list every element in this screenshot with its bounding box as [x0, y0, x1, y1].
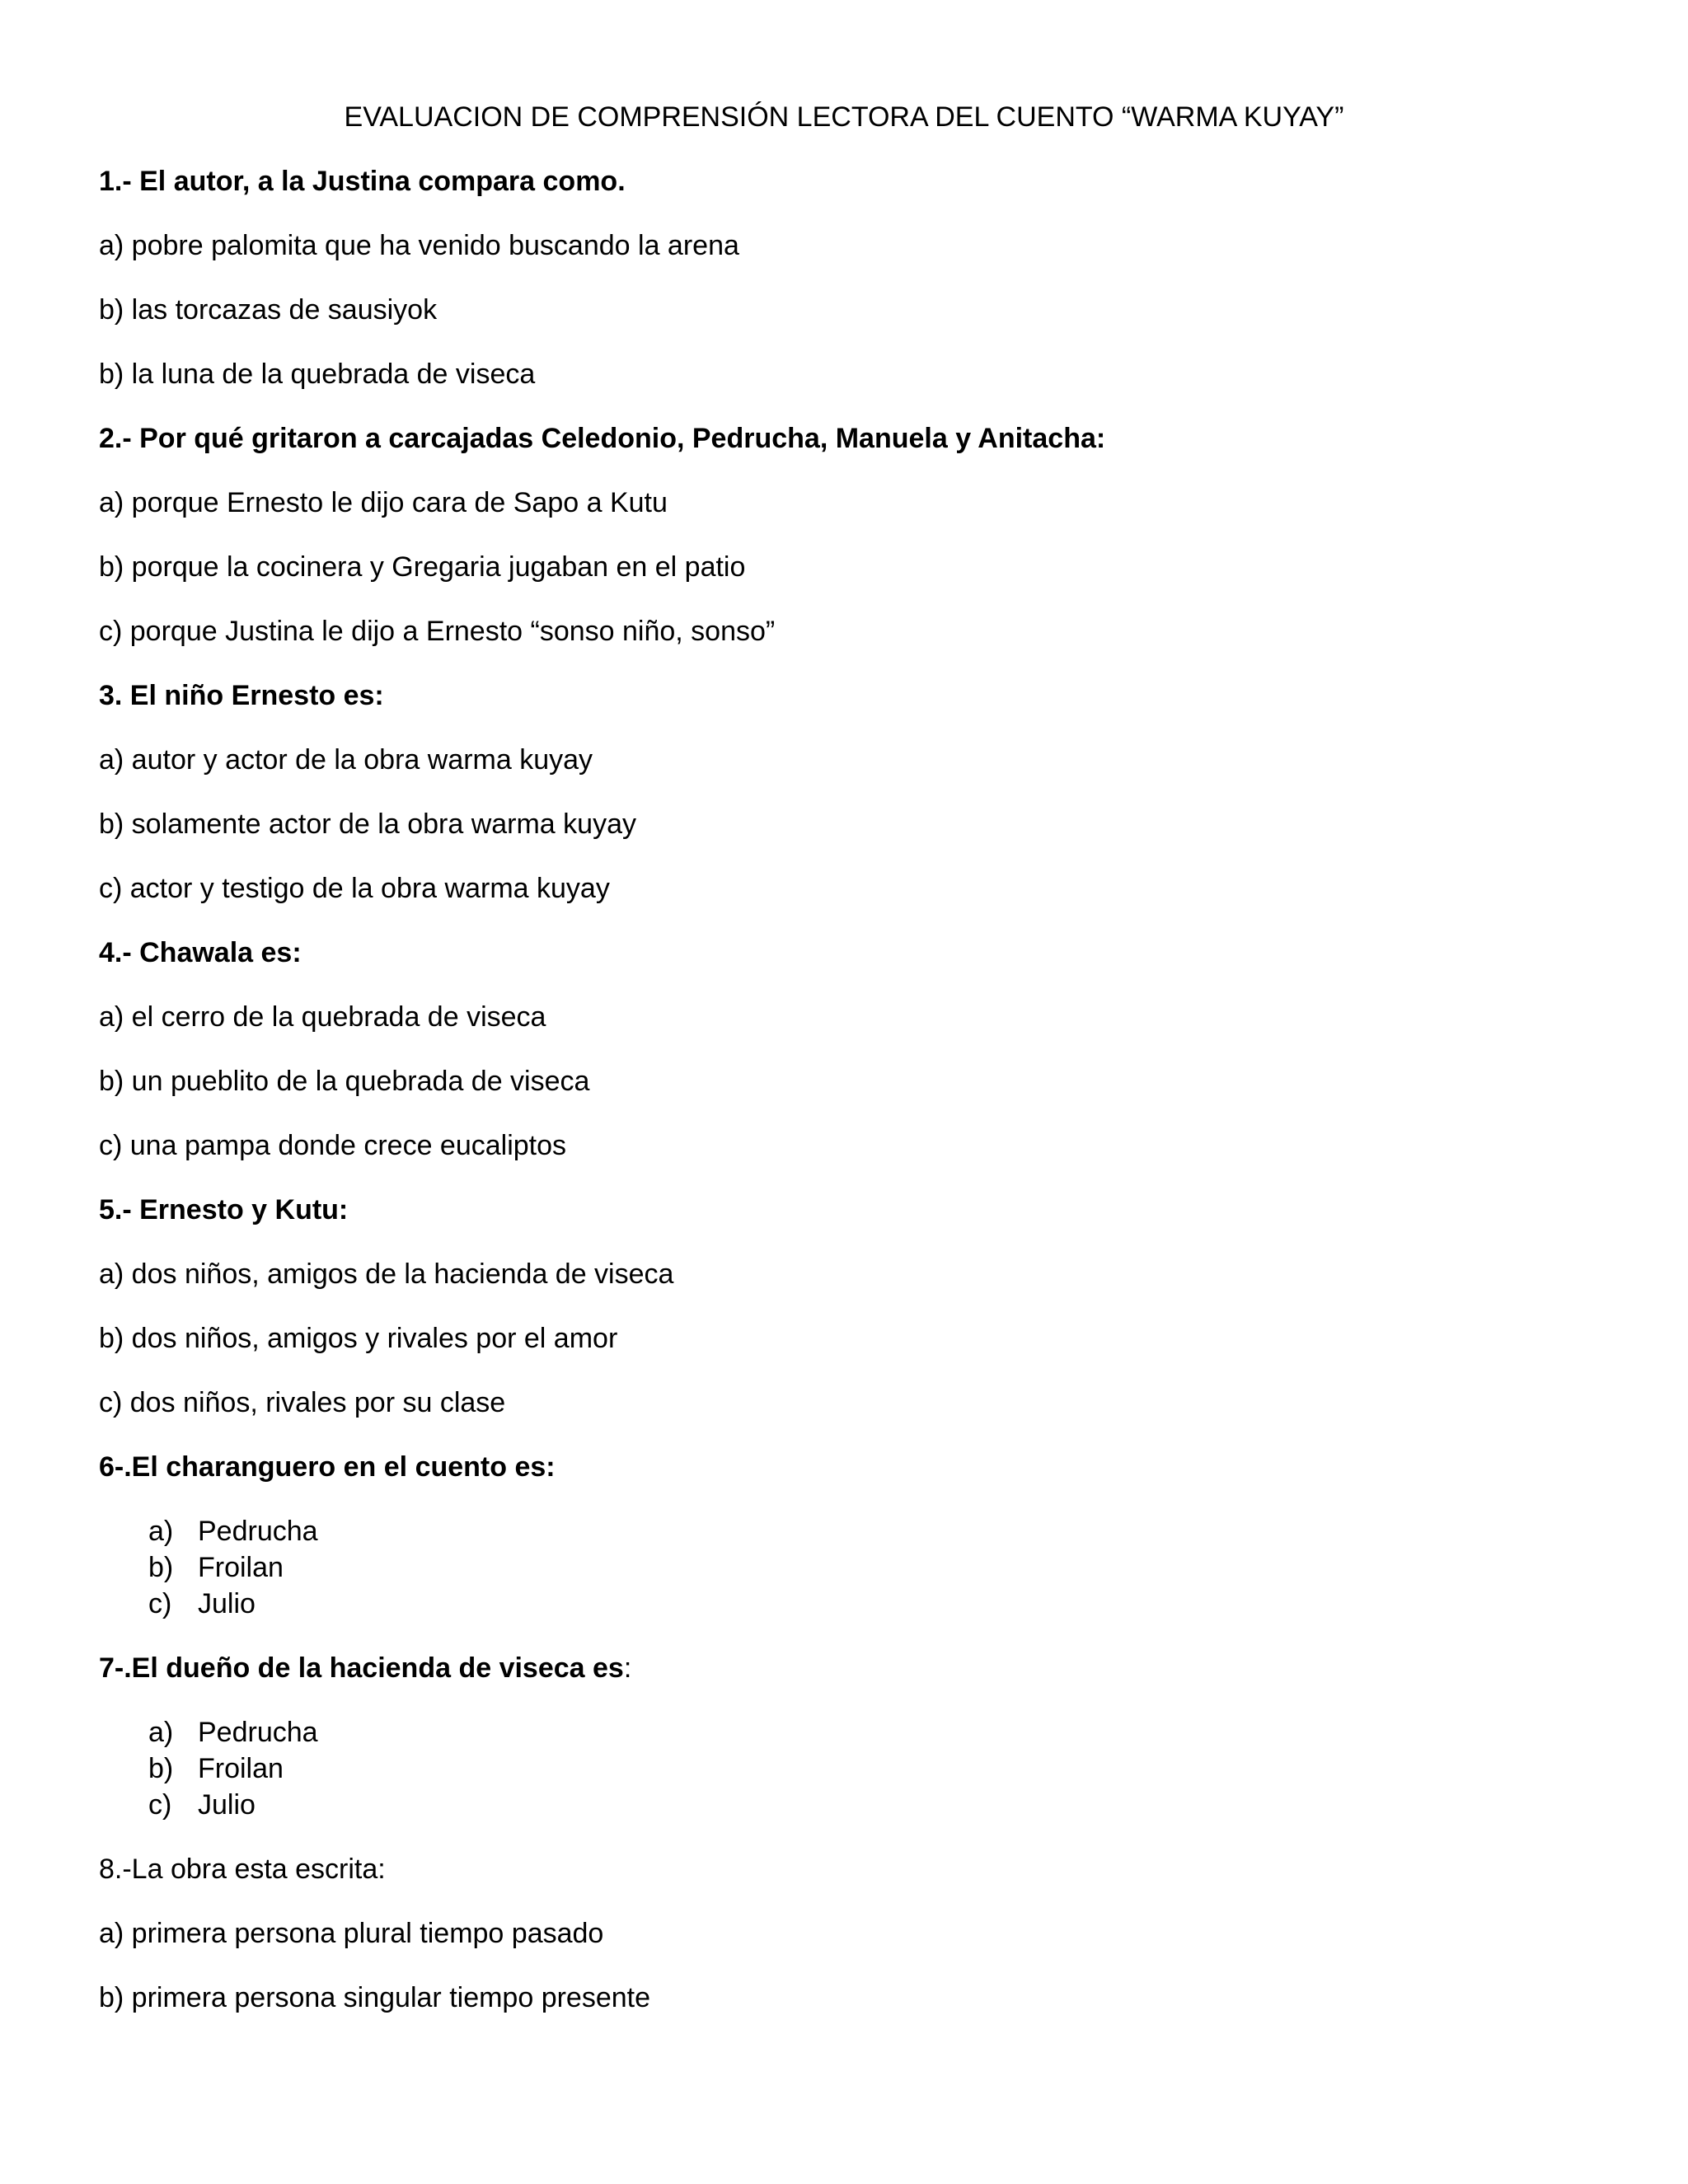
- q6-option-b-text: Froilan: [198, 1552, 284, 1583]
- q6-option-c-letter: c): [148, 1588, 172, 1619]
- q7-option-a-letter: a): [148, 1717, 174, 1748]
- q7-option-b-text: Froilan: [198, 1753, 284, 1784]
- q4-option-b: b) un pueblito de la quebrada de viseca: [99, 1066, 590, 1097]
- q7-option-a-text: Pedrucha: [198, 1717, 318, 1748]
- q2-option-c: c) porque Justina le dijo a Ernesto “sonso niño, sonso”: [99, 616, 776, 647]
- q3-option-a: a) autor y actor de la obra warma kuyay: [99, 744, 593, 776]
- question-7-text: 7-.El dueño de la hacienda de viseca es: [99, 1652, 624, 1684]
- q6-option-a-letter: a): [148, 1516, 174, 1547]
- q6-option-c-text: Julio: [198, 1588, 256, 1619]
- q4-option-c: c) una pampa donde crece eucaliptos: [99, 1130, 567, 1161]
- q7-option-c-letter: c): [148, 1789, 172, 1821]
- q5-option-c: c) dos niños, rivales por su clase: [99, 1387, 506, 1418]
- question-4: 4.- Chawala es:: [99, 937, 302, 968]
- q3-option-c: c) actor y testigo de la obra warma kuyay: [99, 873, 610, 904]
- question-7-colon: :: [623, 1652, 632, 1684]
- q1-option-b: b) las torcazas de sausiyok: [99, 294, 438, 326]
- q3-option-b: b) solamente actor de la obra warma kuyay: [99, 808, 636, 840]
- page-title: EVALUACION DE COMPRENSIÓN LECTORA DEL CUENTO “WARMA KUYAY”: [344, 101, 1344, 133]
- q2-option-b: b) porque la cocinera y Gregaria jugaban en el patio: [99, 551, 746, 583]
- question-6: 6-.El charanguero en el cuento es:: [99, 1451, 556, 1483]
- q5-option-a: a) dos niños, amigos de la hacienda de viseca: [99, 1258, 674, 1290]
- question-8: 8.-La obra esta escrita:: [99, 1854, 386, 1885]
- q1-option-a: a) pobre palomita que ha venido buscando la arena: [99, 230, 739, 261]
- q4-option-a: a) el cerro de la quebrada de viseca: [99, 1001, 546, 1033]
- question-7: [99, 1650, 631, 1686]
- q8-option-a: a) primera persona plural tiempo pasado: [99, 1918, 604, 1949]
- q1-option-c: b) la luna de la quebrada de viseca: [99, 359, 536, 390]
- q7-option-c-text: Julio: [198, 1789, 256, 1821]
- question-3: 3. El niño Ernesto es:: [99, 680, 384, 711]
- q2-option-a: a) porque Ernesto le dijo cara de Sapo a Kutu: [99, 487, 668, 518]
- q5-option-b: b) dos niños, amigos y rivales por el amor: [99, 1323, 618, 1354]
- question-1: 1.- El autor, a la Justina compara como.: [99, 166, 626, 197]
- q8-option-b: b) primera persona singular tiempo presente: [99, 1982, 651, 2013]
- question-2: 2.- Por qué gritaron a carcajadas Celedonio, Pedrucha, Manuela y Anitacha:: [99, 423, 1106, 454]
- question-5: 5.- Ernesto y Kutu:: [99, 1194, 349, 1226]
- q7-option-b-letter: b): [148, 1753, 174, 1784]
- q6-option-b-letter: b): [148, 1552, 174, 1583]
- q6-option-a-text: Pedrucha: [198, 1516, 318, 1547]
